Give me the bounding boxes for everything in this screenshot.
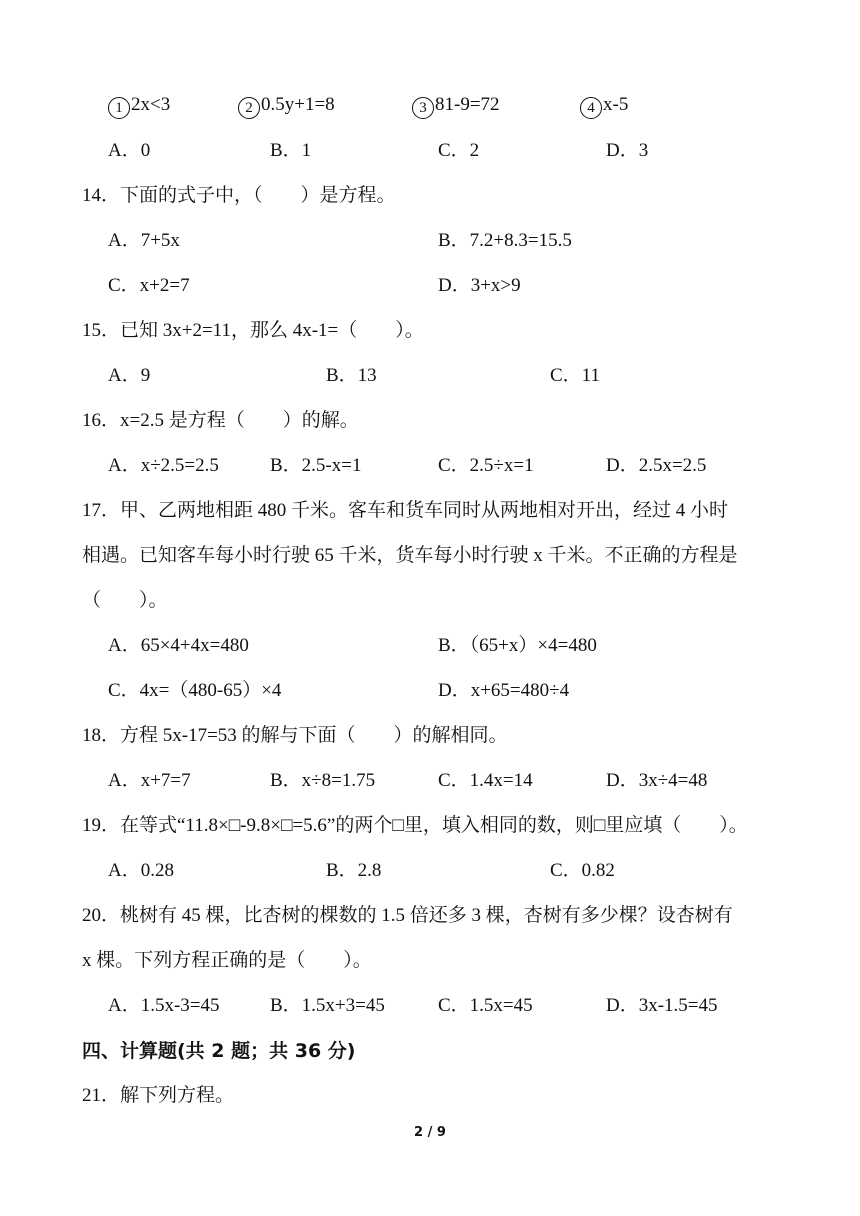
q13-option-c[interactable]: C．2: [438, 140, 480, 161]
q15-stem: 15．已知 3x+2=11，那么 4x-1=（ ）。: [82, 320, 424, 341]
q17-stem-line1: 17．甲、乙两地相距 480 千米。客车和货车同时从两地相对开出，经过 4 小时: [82, 500, 729, 521]
q18-option-a[interactable]: A．x+7=7: [108, 770, 191, 791]
section-heading: 四、计算题(共 2 题；共 36 分): [82, 1040, 356, 1062]
q17-option-b[interactable]: B．（65+x）×4=480: [438, 635, 597, 656]
q17-stem-line3: （ ）。: [82, 590, 168, 611]
q13-item-3: [412, 93, 500, 119]
q13-item-text: 0.5y+1=8: [261, 94, 335, 115]
q19-option-c[interactable]: C．0.82: [550, 860, 615, 881]
q14-option-b[interactable]: B．7.2+8.3=15.5: [438, 230, 572, 251]
q16-option-c[interactable]: C．2.5÷x=1: [438, 455, 534, 476]
q17-stem-line2: 相遇。已知客车每小时行驶 65 千米，货车每小时行驶 x 千米。不正确的方程是: [82, 545, 738, 566]
q16-option-b[interactable]: B．2.5-x=1: [270, 455, 362, 476]
q18-option-c[interactable]: C．1.4x=14: [438, 770, 533, 791]
q13-item-1: [108, 93, 170, 119]
q13-option-b[interactable]: B．1: [270, 140, 312, 161]
q21-stem: 21．解下列方程。: [82, 1085, 235, 1106]
q18-option-b[interactable]: B．x÷8=1.75: [270, 770, 376, 791]
q14-option-d[interactable]: D．3+x>9: [438, 275, 521, 296]
q14-option-c[interactable]: C．x+2=7: [108, 275, 190, 296]
q13-option-a[interactable]: A．0: [108, 140, 151, 161]
q18-stem: 18．方程 5x-17=53 的解与下面（ ）的解相同。: [82, 725, 508, 746]
q16-option-d[interactable]: D．2.5x=2.5: [606, 455, 707, 476]
circled-number: 1: [108, 97, 130, 119]
q20-option-d[interactable]: D．3x-1.5=45: [606, 995, 718, 1016]
q20-option-c[interactable]: C．1.5x=45: [438, 995, 533, 1016]
q15-option-c[interactable]: C．11: [550, 365, 600, 386]
circled-number: 3: [412, 97, 434, 119]
q19-stem: 19．在等式“11.8×□-9.8×□=5.6”的两个□里，填入相同的数，则□里应填（ ）。: [82, 815, 748, 836]
q16-stem: 16．x=2.5 是方程（ ）的解。: [82, 410, 359, 431]
q13-item-text: 81-9=72: [435, 94, 500, 115]
circled-number: 4: [580, 97, 602, 119]
q17-option-d[interactable]: D．x+65=480÷4: [438, 680, 570, 701]
q13-item-2: [238, 93, 335, 119]
circled-number: 2: [238, 97, 260, 119]
q14-stem: 14．下面的式子中，（ ）是方程。: [82, 185, 396, 206]
q20-stem-line2: x 棵。下列方程正确的是（ ）。: [82, 950, 372, 971]
q13-option-d[interactable]: D．3: [606, 140, 649, 161]
q15-option-b[interactable]: B．13: [326, 365, 377, 386]
q13-item-4: [580, 93, 628, 119]
q14-option-a[interactable]: A．7+5x: [108, 230, 180, 251]
q15-option-a[interactable]: A．9: [108, 365, 151, 386]
q19-option-b[interactable]: B．2.8: [326, 860, 382, 881]
q17-option-c[interactable]: C．4x=（480-65）×4: [108, 680, 282, 701]
q17-option-a[interactable]: A．65×4+4x=480: [108, 635, 249, 656]
q13-item-text: 2x<3: [131, 94, 171, 115]
q20-option-b[interactable]: B．1.5x+3=45: [270, 995, 385, 1016]
q19-option-a[interactable]: A．0.28: [108, 860, 174, 881]
q20-option-a[interactable]: A．1.5x-3=45: [108, 995, 220, 1016]
q18-option-d[interactable]: D．3x÷4=48: [606, 770, 708, 791]
q16-option-a[interactable]: A．x÷2.5=2.5: [108, 455, 219, 476]
q20-stem-line1: 20．桃树有 45 棵，比杏树的棵数的 1.5 倍还多 3 棵，杏树有多少棵？设杏树有: [82, 905, 733, 926]
q13-item-text: x-5: [603, 94, 629, 115]
page-number: 2 / 9: [414, 1125, 446, 1140]
